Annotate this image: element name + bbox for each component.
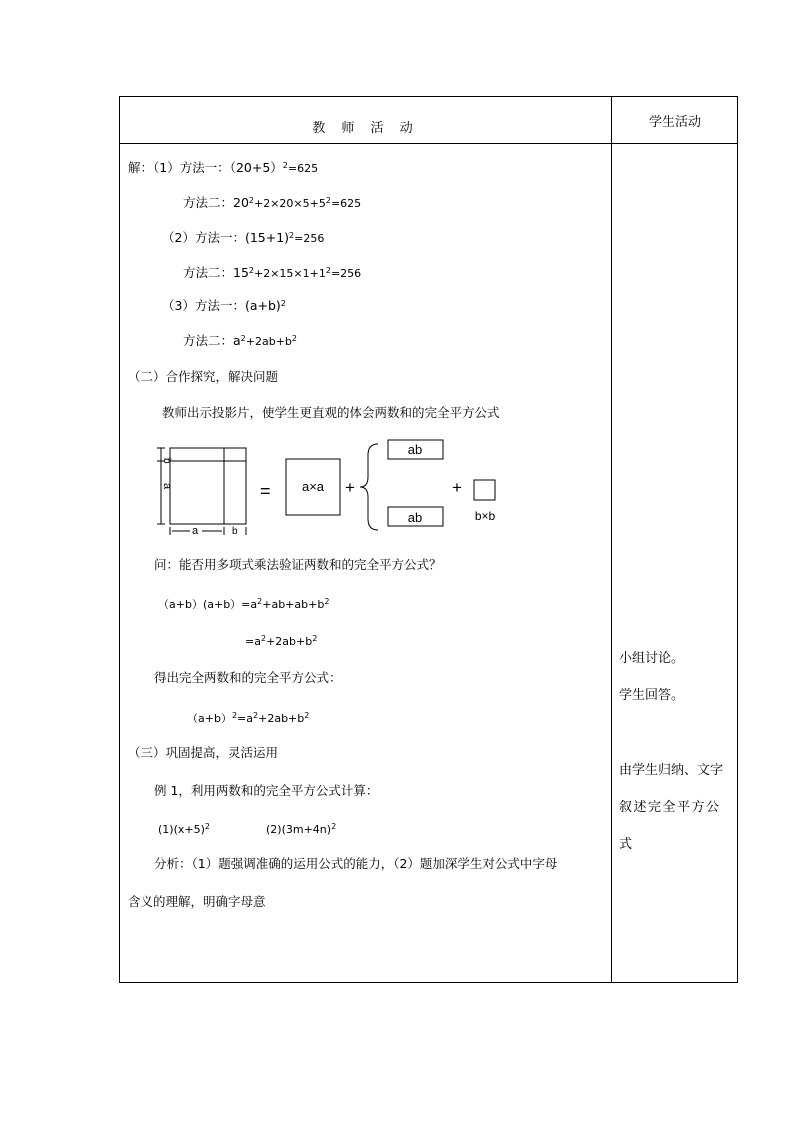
student-note-discussion: 小组讨论。 — [619, 651, 685, 666]
analysis-line-2: 含义的理解，明确字母意 — [128, 894, 266, 909]
equals-sign: = — [260, 481, 271, 501]
square-a-label: a×a — [301, 479, 325, 494]
student-note-summary-3: 式 — [619, 837, 633, 852]
square-b-times-b — [474, 480, 495, 500]
brace — [360, 444, 378, 530]
problem-2: $(2)(3m+4n)^2$ — [266, 822, 337, 836]
solution-line-5: （3）方法一：$(a+b)^2$ — [162, 298, 286, 313]
teacher-activity-header: 教 师 活 动 — [312, 121, 419, 136]
solution-line-6: 方法二：$a^2+2ab+b^2$ — [183, 333, 297, 348]
rect-ab-bottom-label: ab — [407, 510, 423, 525]
student-note-summary-2: 叙述完全平方公 — [619, 800, 721, 815]
bottom-label-a: a — [192, 525, 199, 537]
square-b-label: b×b — [474, 509, 496, 523]
conclusion-text: 得出完全两数和的完全平方公式： — [154, 670, 342, 685]
bottom-label-b: b — [232, 526, 238, 537]
perfect-square-diagram — [120, 437, 610, 537]
formula-line: $(a+b)^2=a^2+2ab+b^2$ — [187, 711, 310, 725]
solution-line-2: 方法二：$20^2+2\times 20\times 5+5^2=625$ — [183, 195, 362, 210]
section-2-heading: （二）合作探究，解决问题 — [128, 369, 279, 384]
solution-line-1: 解：（1）方法一：$(20+5)^2=625$ — [128, 160, 319, 175]
student-note-summary-1: 由学生归纳、文字 — [619, 763, 724, 778]
solution-line-3: （2）方法一：$(15+1)^2=256$ — [162, 230, 325, 245]
plus-sign-1: + — [345, 478, 355, 497]
lesson-table — [119, 96, 738, 983]
equation-line-1: $(a+b)(a+b)=a^2+ab+ab+b^2$ — [158, 597, 330, 611]
equation-line-2: $=a^2+2ab+b^2$ — [245, 634, 318, 648]
big-square — [170, 448, 246, 524]
column-divider — [611, 97, 612, 982]
section-2-intro: 教师出示投影片，使学生更直观的体会两数和的完全平方公式 — [162, 405, 500, 420]
plus-sign-2: + — [452, 478, 462, 497]
analysis-line-1: 分析：（1）题强调准确的运用公式的能力，（2）题加深学生对公式中字母 — [154, 856, 558, 871]
rect-ab-top-label: ab — [407, 442, 423, 457]
example-text: 例 1，利用两数和的完全平方公式计算： — [154, 783, 379, 798]
section-3-heading: （三）巩固提高，灵活运用 — [128, 745, 279, 760]
side-label-b: b — [161, 458, 172, 464]
problem-1: $(1)(x+5)^2$ — [158, 822, 210, 836]
student-activity-header: 学生活动 — [648, 115, 701, 130]
side-label-a: a — [161, 483, 173, 490]
student-note-answer: 学生回答。 — [619, 688, 685, 703]
question-text: 问：能否用多项式乘法验证两数和的完全平方公式？ — [154, 557, 442, 572]
header-divider — [120, 143, 737, 144]
solution-line-4: 方法二：$15^2+2\times 15\times 1+1^2=256$ — [183, 265, 362, 280]
